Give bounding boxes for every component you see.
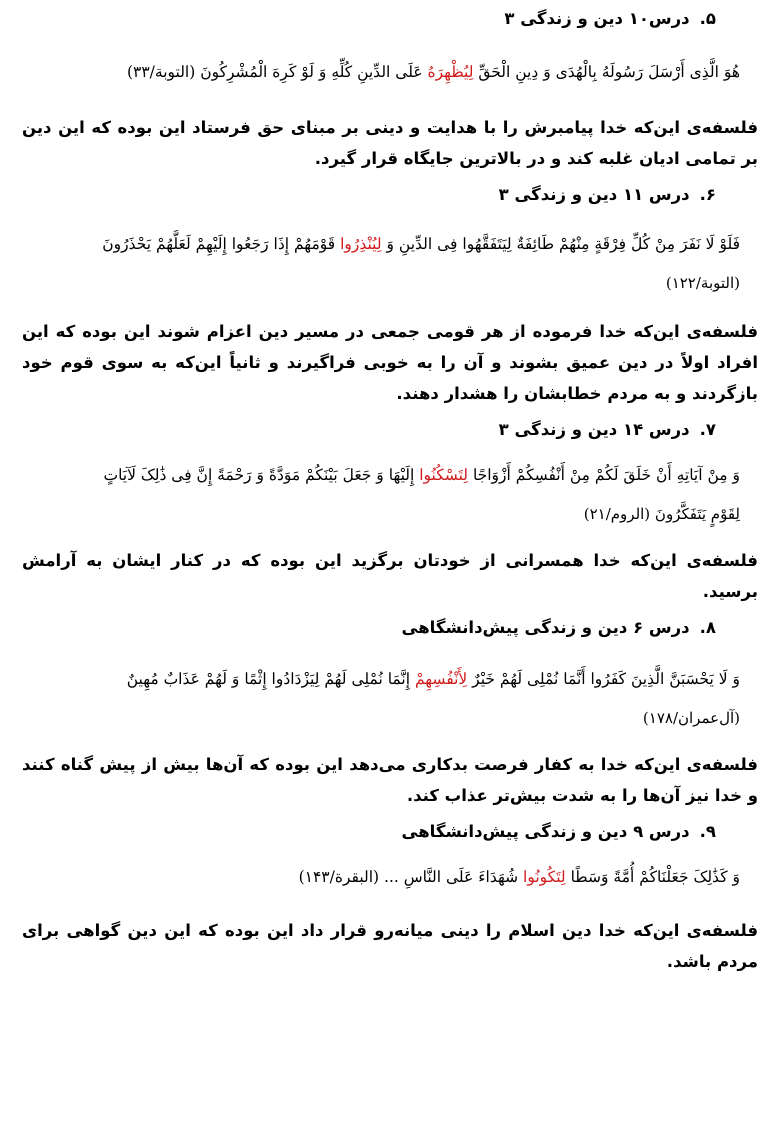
section-7	[22, 417, 758, 607]
section-6	[22, 182, 758, 409]
section-number: ۶.	[699, 185, 716, 204]
section-heading	[22, 417, 716, 443]
section-title: درس ۹ دین و زندگی پیش‌دانشگاهی	[401, 822, 690, 841]
section-9	[22, 819, 758, 977]
section-title: درس ۶ دین و زندگی پیش‌دانشگاهی	[401, 618, 690, 637]
section-number: ۸.	[699, 618, 716, 637]
section-heading	[22, 615, 716, 641]
highlighted-word: لِتَسْکُنُوا	[419, 466, 469, 484]
quran-verse: هُوَ الَّذِی أَرْسَلَ رَسُولَهُ بِالْهُدَی وَ دِینِ الْحَقِّ لِیُظْهِرَهُ عَلَی الدِّینِ کُلِّهِ وَ لَوْ کَرِهَ الْمُشْرِکُونَ (التوبة/۳۳)	[126, 63, 740, 81]
document-page	[22, 6, 758, 985]
philosophy-text: فلسفه‌ی این‌که خدا فرموده از هر قومی جمعی در مسیر دین اعزام شوند این بوده که این افراد اولاً در دین عمیق بشوند و آن را به خوبی فراگیرند و ثانیاً این‌که به سوی قوم خود بازگردند و به مردم خطابشان را هشدار دهند.	[22, 322, 758, 403]
quran-verse: فَلَوْ لَا نَفَرَ مِنْ کُلِّ فِرْقَةٍ مِنْهُمْ طَائِفَةٌ لِیَتَفَقَّهُوا فِی الدِّینِ وَ لِیُنْذِرُوا قَوْمَهُمْ إِذَا رَجَعُوا إِلَیْهِمْ لَعَلَّهُمْ یَحْذَرُونَ	[102, 235, 740, 253]
highlighted-word: لِأَنْفُسِهِمْ	[414, 670, 468, 688]
highlighted-word: لِتَکُونُوا	[523, 868, 566, 886]
section-heading	[22, 182, 716, 208]
section-title: درس ۱۴ دین و زندگی ۳	[498, 420, 690, 439]
section-number: ۵.	[699, 9, 716, 28]
section-heading	[22, 819, 716, 845]
section-heading	[22, 6, 716, 32]
verse-reference: لِقَوْمٍ یَتَفَکَّرُونَ (الروم/۲۱)	[583, 505, 740, 523]
section-title: درس۱۰ دین و زندگی ۳	[504, 9, 690, 28]
highlighted-word: لِیُظْهِرَهُ	[427, 63, 474, 81]
quran-verse: وَ لَا یَحْسَبَنَّ الَّذِینَ کَفَرُوا أَنَّمَا نُمْلِی لَهُمْ خَیْرٌ لِأَنْفُسِهِمْ إِنَّمَا نُمْلِی لَهُمْ لِیَزْدَادُوا إِثْمًا وَ لَهُمْ عَذَابٌ مُهِینٌ	[126, 670, 740, 688]
philosophy-text: فلسفه‌ی این‌که خدا پیامبرش را با هدایت و دینی بر مبنای حق فرستاد این بوده که این دین بر تمامی ادیان غلبه کند و در بالاترین جایگاه قرار گیرد.	[22, 118, 758, 168]
section-title: درس ۱۱ دین و زندگی ۳	[498, 185, 690, 204]
verse-reference: (التوبة/۱۲۲)	[665, 274, 740, 292]
section-number: ۹.	[699, 822, 716, 841]
philosophy-text: فلسفه‌ی این‌که خدا به کفار فرصت بدکاری می‌دهد این بوده که آن‌ها بیش از پیش گناه کنند و خدا نیز آن‌ها را به شدت بیش‌تر عذاب کند.	[22, 755, 758, 805]
philosophy-text: فلسفه‌ی این‌که خدا دین اسلام را دینی میانه‌رو قرار داد این بوده که این دین گواهی برای مردم باشد.	[22, 921, 758, 971]
section-8	[22, 615, 758, 811]
philosophy-text: فلسفه‌ی این‌که خدا همسرانی از خودتان برگزید این بوده که در کنار ایشان به آرامش برسید.	[22, 551, 758, 601]
section-5	[22, 6, 758, 174]
highlighted-word: لِیُنْذِرُوا	[340, 235, 382, 253]
quran-verse: وَ کَذَٰلِکَ جَعَلْنَاکُمْ أُمَّةً وَسَطًا لِتَکُونُوا شُهَدَاءَ عَلَی النَّاسِ ... (البقرة/۱۴۳)	[298, 868, 740, 886]
quran-verse: وَ مِنْ آیَاتِهِ أَنْ خَلَقَ لَکُمْ مِنْ أَنْفُسِکُمْ أَزْوَاجًا لِتَسْکُنُوا إِلَیْهَا وَ جَعَلَ بَیْنَکُمْ مَوَدَّةً وَ رَحْمَةً إِنَّ فِی ذَٰلِکَ لَآیَاتٍ	[103, 466, 740, 484]
verse-reference: (آل‌عمران/۱۷۸)	[642, 709, 740, 727]
section-number: ۷.	[699, 420, 716, 439]
